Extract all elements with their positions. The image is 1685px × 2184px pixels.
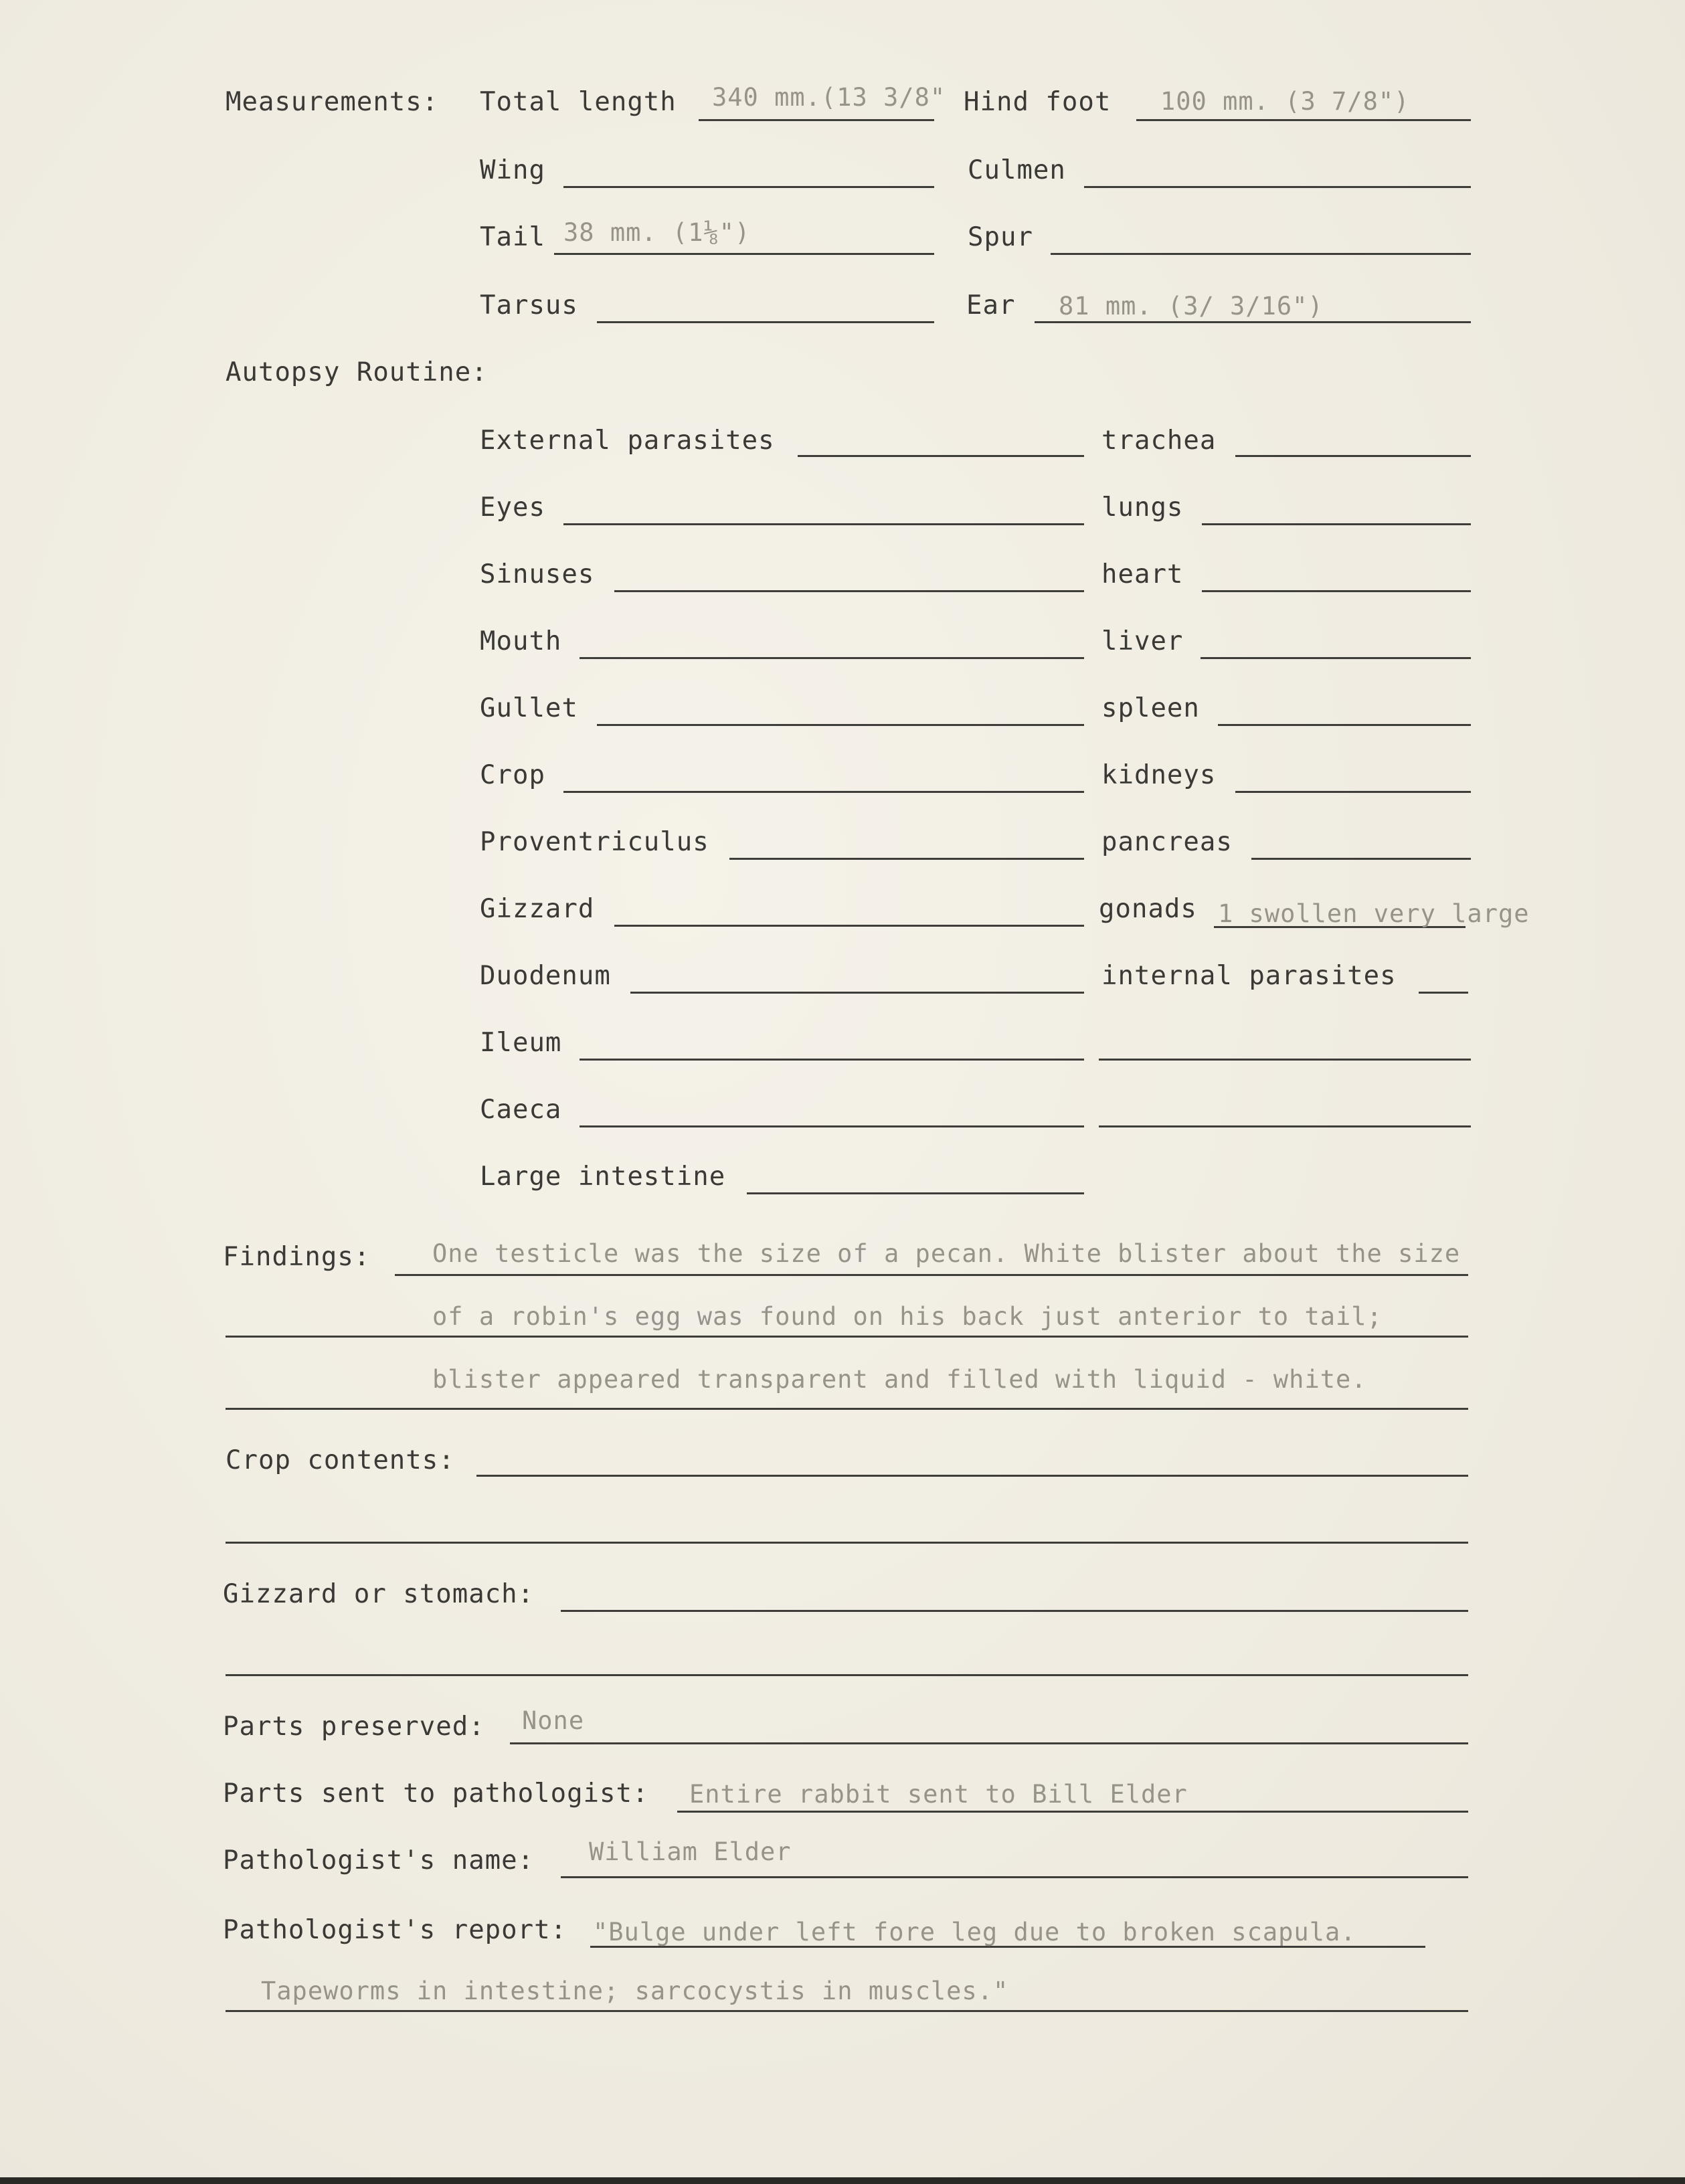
duodenum-label: Duodenum bbox=[480, 961, 611, 991]
parts-preserved-line bbox=[510, 1742, 1468, 1744]
pathologist-name-value: William Elder bbox=[589, 1837, 792, 1866]
gizzard-line bbox=[614, 925, 1084, 927]
proventriculus-line bbox=[729, 858, 1084, 860]
mouth-label: Mouth bbox=[480, 626, 562, 656]
large-intestine-label: Large intestine bbox=[480, 1162, 726, 1192]
sinuses-label: Sinuses bbox=[480, 559, 595, 589]
findings-label: Findings: bbox=[223, 1242, 371, 1272]
autopsy-heading: Autopsy Routine: bbox=[226, 357, 488, 387]
gizzard-stomach-line-2 bbox=[226, 1674, 1468, 1676]
measurements-heading: Measurements: bbox=[226, 87, 439, 117]
parts-sent-label: Parts sent to pathologist: bbox=[223, 1779, 649, 1809]
gonads-value: 1 swollen very large bbox=[1218, 899, 1530, 928]
pathologist-report-text-1: "Bulge under left fore leg due to broken scapula. bbox=[593, 1918, 1356, 1946]
wing-label: Wing bbox=[480, 155, 545, 185]
gizzard-label: Gizzard bbox=[480, 894, 595, 924]
parts-preserved-label: Parts preserved: bbox=[223, 1712, 485, 1742]
trachea-label: trachea bbox=[1101, 426, 1217, 456]
eyes-line bbox=[563, 523, 1084, 525]
mouth-line bbox=[580, 657, 1084, 659]
pancreas-label: pancreas bbox=[1101, 827, 1233, 857]
findings-text-1: One testicle was the size of a pecan. White blister about the size bbox=[432, 1239, 1461, 1268]
blank-line-2 bbox=[1099, 1125, 1471, 1127]
spur-line bbox=[1051, 253, 1471, 255]
tail-label: Tail bbox=[480, 222, 545, 252]
wing-line bbox=[563, 186, 934, 188]
pathologist-report-line-2 bbox=[226, 2010, 1468, 2012]
sinuses-line bbox=[614, 590, 1084, 592]
lungs-label: lungs bbox=[1101, 492, 1184, 523]
findings-line-3 bbox=[226, 1408, 1468, 1410]
pancreas-line bbox=[1251, 858, 1471, 860]
ear-line bbox=[1035, 321, 1471, 323]
kidneys-line bbox=[1235, 791, 1471, 793]
crop-contents-line-1 bbox=[476, 1475, 1468, 1477]
crop-contents-label: Crop contents: bbox=[226, 1445, 455, 1475]
parts-sent-value: Entire rabbit sent to Bill Elder bbox=[689, 1780, 1188, 1809]
ear-value: 81 mm. (3/ 3/16") bbox=[1059, 292, 1324, 321]
parts-sent-line bbox=[677, 1811, 1468, 1813]
eyes-label: Eyes bbox=[480, 492, 545, 523]
hind-foot-label: Hind foot bbox=[964, 87, 1112, 117]
spleen-line bbox=[1218, 724, 1471, 726]
pathologist-report-label: Pathologist's report: bbox=[223, 1915, 567, 1945]
caeca-label: Caeca bbox=[480, 1095, 562, 1125]
large-intestine-line bbox=[747, 1192, 1084, 1194]
kidneys-label: kidneys bbox=[1101, 760, 1217, 790]
parts-preserved-value: None bbox=[522, 1706, 585, 1735]
internal-parasites-line bbox=[1419, 992, 1468, 994]
gullet-label: Gullet bbox=[480, 693, 578, 723]
tail-value: 38 mm. (1⅛") bbox=[563, 218, 751, 247]
tarsus-line bbox=[597, 321, 934, 323]
spur-label: Spur bbox=[968, 222, 1033, 252]
pathologist-name-line bbox=[561, 1876, 1468, 1878]
liver-label: liver bbox=[1101, 626, 1184, 656]
total-length-line bbox=[699, 119, 934, 121]
total-length-value: 340 mm.(13 3/8" bbox=[712, 83, 946, 112]
tail-line bbox=[554, 253, 934, 255]
gonads-label: gonads bbox=[1099, 894, 1197, 924]
total-length-label: Total length bbox=[480, 87, 677, 117]
culmen-line bbox=[1084, 186, 1471, 188]
culmen-label: Culmen bbox=[968, 155, 1066, 185]
hind-foot-line bbox=[1136, 119, 1471, 121]
lungs-line bbox=[1202, 523, 1471, 525]
gullet-line bbox=[597, 724, 1084, 726]
blank-line-1 bbox=[1099, 1059, 1471, 1061]
duodenum-line bbox=[630, 992, 1084, 994]
ileum-line bbox=[580, 1059, 1084, 1061]
tarsus-label: Tarsus bbox=[480, 290, 578, 321]
gizzard-stomach-label: Gizzard or stomach: bbox=[223, 1579, 535, 1609]
caeca-line bbox=[580, 1125, 1084, 1127]
ear-label: Ear bbox=[966, 290, 1016, 321]
findings-line-2 bbox=[226, 1336, 1468, 1338]
pathologist-name-label: Pathologist's name: bbox=[223, 1845, 535, 1876]
gizzard-stomach-line-1 bbox=[561, 1610, 1468, 1612]
findings-line-1 bbox=[395, 1274, 1468, 1276]
heart-line bbox=[1202, 590, 1471, 592]
ileum-label: Ileum bbox=[480, 1028, 562, 1058]
crop-label: Crop bbox=[480, 760, 545, 790]
trachea-line bbox=[1235, 455, 1471, 457]
findings-text-3: blister appeared transparent and filled with liquid - white. bbox=[432, 1365, 1367, 1394]
spleen-label: spleen bbox=[1101, 693, 1200, 723]
scan-edge bbox=[0, 2177, 1685, 2184]
heart-label: heart bbox=[1101, 559, 1184, 589]
hind-foot-value: 100 mm. (3 7/8") bbox=[1160, 87, 1410, 116]
proventriculus-label: Proventriculus bbox=[480, 827, 709, 857]
liver-line bbox=[1201, 657, 1471, 659]
internal-parasites-label: internal parasites bbox=[1101, 961, 1397, 991]
crop-contents-line-2 bbox=[226, 1542, 1468, 1544]
external-parasites-line bbox=[798, 455, 1084, 457]
crop-line bbox=[563, 791, 1084, 793]
findings-text-2: of a robin's egg was found on his back just anterior to tail; bbox=[432, 1302, 1383, 1331]
external-parasites-label: External parasites bbox=[480, 426, 775, 456]
pathologist-report-text-2: Tapeworms in intestine; sarcocystis in muscles." bbox=[261, 1977, 1009, 2005]
